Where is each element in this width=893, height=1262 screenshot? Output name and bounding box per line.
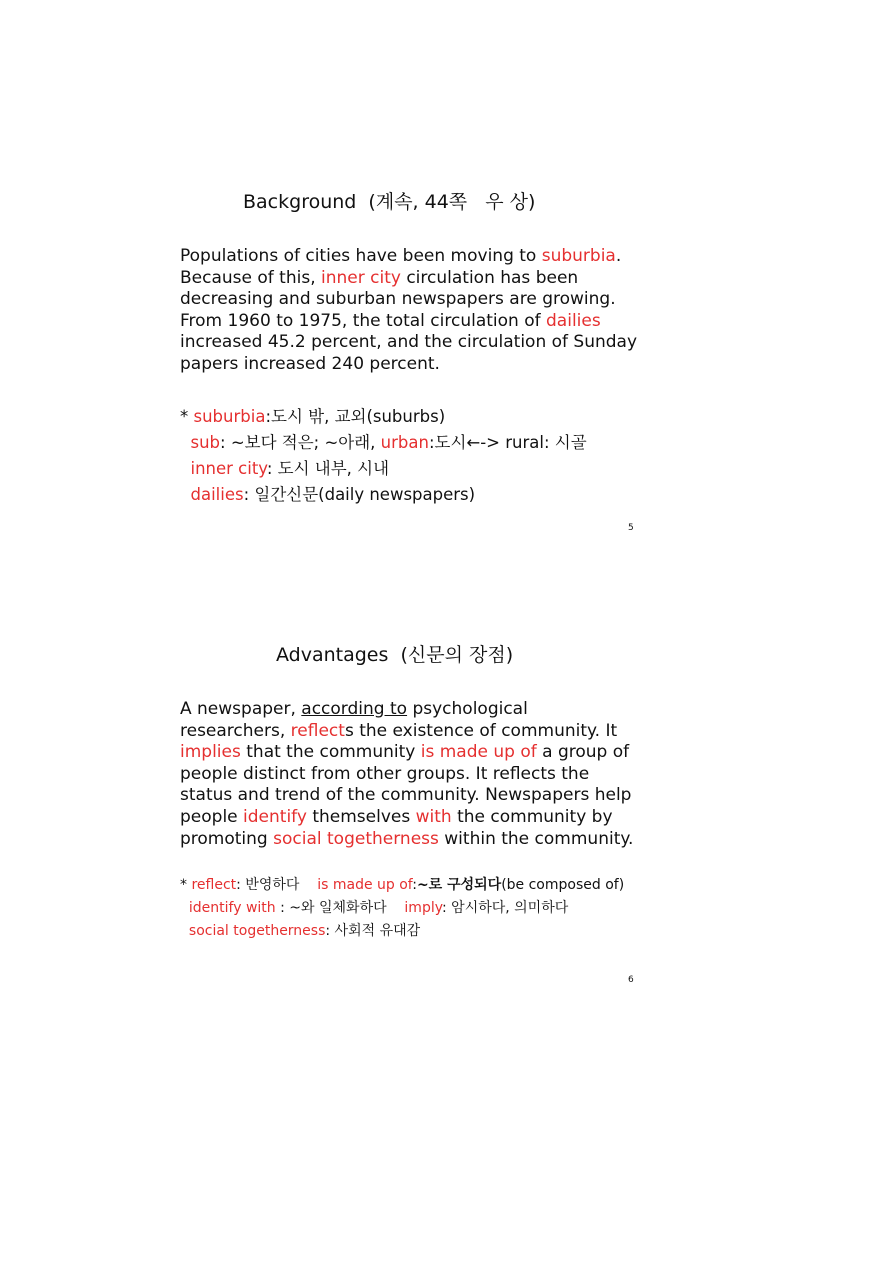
note-line — [180, 874, 624, 897]
text-segment: ~로 구성되다 — [416, 877, 502, 893]
paragraph-line — [180, 311, 650, 333]
text-segment: decreasing and suburban newspapers are growing. — [180, 289, 616, 310]
vocabulary-notes — [180, 874, 624, 943]
text-segment: promoting — [180, 828, 274, 849]
text-segment — [180, 433, 191, 452]
text-segment: status and trend of the community. Newspapers help — [180, 785, 632, 806]
text-segment: : — [412, 877, 417, 893]
body-paragraph — [180, 699, 650, 850]
paragraph-line — [180, 332, 650, 354]
highlighted-term: is made up of — [317, 877, 413, 893]
text-segment: : 일간신문(daily newspapers) — [243, 485, 476, 504]
paragraph-line — [180, 354, 650, 376]
note-line — [180, 897, 624, 920]
slide-title: Advantages (신문의 장점) — [276, 644, 514, 666]
highlighted-term: reflect — [191, 877, 237, 893]
highlighted-term: suburbia — [193, 407, 266, 426]
text-segment: (be composed of) — [501, 877, 625, 893]
text-segment: people distinct from other groups. It reflects the — [180, 763, 590, 784]
text-segment: psychological — [407, 699, 528, 719]
note-line — [180, 404, 587, 430]
text-segment: : 도시 내부, 시내 — [266, 459, 390, 478]
text-segment: : 사회적 유대감 — [325, 923, 421, 939]
paragraph-line — [180, 289, 650, 311]
text-segment: A newspaper, — [180, 699, 302, 719]
paragraph-line — [180, 721, 650, 743]
text-segment: the community by — [451, 806, 613, 827]
paragraph-line — [180, 829, 650, 851]
text-segment: : ~와 일체화하다 — [275, 900, 405, 916]
page-number: 6 — [628, 975, 634, 985]
highlighted-term: with — [415, 806, 452, 827]
paragraph-line — [180, 785, 650, 807]
text-segment: :도시 밖, 교외(suburbs) — [265, 407, 446, 426]
paragraph-line — [180, 268, 650, 290]
paragraph-line — [180, 764, 650, 786]
text-segment: s the existence of community. It — [344, 720, 618, 741]
paragraph-line — [180, 246, 650, 268]
text-segment: : 암시하다, 의미하다 — [442, 900, 569, 916]
underlined-phrase: according to — [301, 699, 408, 719]
text-segment: circulation has been — [400, 267, 579, 288]
text-segment: themselves — [306, 806, 416, 827]
body-paragraph — [180, 246, 650, 376]
text-segment: . — [615, 246, 622, 266]
text-segment — [180, 459, 191, 478]
text-segment: a group of — [536, 742, 630, 763]
paragraph-line — [180, 742, 650, 764]
highlighted-term: inner city — [190, 459, 267, 478]
text-segment: researchers, — [180, 720, 291, 741]
highlighted-term: is made up of — [420, 742, 537, 763]
note-line — [180, 482, 587, 508]
text-segment: within the community. — [438, 828, 634, 849]
highlighted-term: implies — [180, 742, 241, 763]
highlighted-term: social togetherness — [188, 923, 326, 939]
page-number: 5 — [628, 523, 634, 533]
highlighted-term: dailies — [190, 485, 244, 504]
highlighted-term: suburbia — [541, 246, 616, 266]
text-segment — [180, 923, 189, 939]
text-segment: :도시←-> rural: 시골 — [428, 433, 587, 452]
highlighted-term: inner city — [321, 267, 401, 288]
highlighted-term: sub — [190, 433, 221, 452]
text-segment — [180, 485, 191, 504]
text-segment: From 1960 to 1975, the total circulation of — [180, 310, 547, 331]
highlighted-term: social togetherness — [273, 828, 439, 849]
highlighted-term: identify — [243, 806, 307, 827]
paragraph-line — [180, 699, 650, 721]
highlighted-term: urban — [380, 433, 429, 452]
vocabulary-notes — [180, 404, 587, 508]
text-segment: * — [180, 407, 194, 426]
text-segment: papers increased 240 percent. — [180, 353, 440, 374]
highlighted-term: dailies — [546, 310, 601, 331]
note-line — [180, 430, 587, 456]
text-segment: Populations of cities have been moving to — [180, 246, 542, 266]
text-segment: Because of this, — [180, 267, 321, 288]
text-segment: * — [180, 877, 192, 893]
paragraph-line — [180, 807, 650, 829]
text-segment — [180, 900, 189, 916]
text-segment: people — [180, 806, 244, 827]
slide-title: Background (계속, 44쪽 우 상) — [243, 191, 536, 213]
highlighted-term: reflect — [290, 720, 345, 741]
note-line — [180, 920, 624, 943]
text-segment: : 반영하다 — [236, 877, 318, 893]
text-segment: increased 45.2 percent, and the circulation of Sunday — [180, 332, 638, 353]
highlighted-term: imply — [404, 900, 442, 916]
highlighted-term: identify with — [188, 900, 276, 916]
text-segment: : ~보다 적은; ~아래, — [220, 433, 381, 452]
text-segment: that the community — [240, 742, 421, 763]
note-line — [180, 456, 587, 482]
